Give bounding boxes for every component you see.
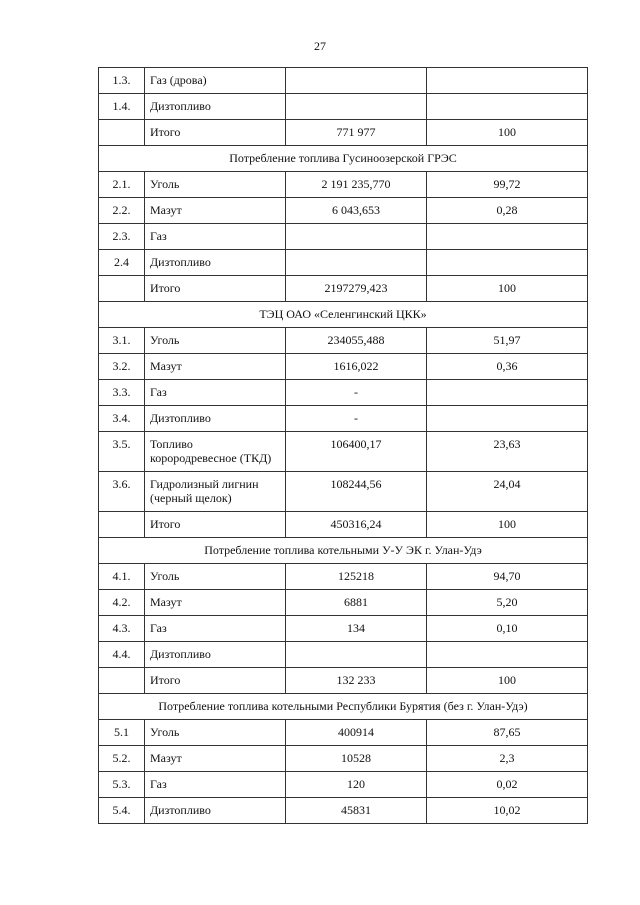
fuel-name-cell: Топливо корородревесное (ТКД) xyxy=(145,432,286,472)
table-row xyxy=(99,276,588,302)
table-row xyxy=(99,94,588,120)
section-title: Потребление топлива котельными Республики Бурятия (без г. Улан-Удэ) xyxy=(99,694,588,720)
percent-share-cell: 100 xyxy=(427,120,588,146)
section-title: Потребление топлива Гусиноозерской ГРЭС xyxy=(99,146,588,172)
table-row xyxy=(99,746,588,772)
fuel-name-cell: Газ xyxy=(145,224,286,250)
row-number-cell: 3.1. xyxy=(99,328,145,354)
row-number-cell: 2.4 xyxy=(99,250,145,276)
percent-share-cell: 0,36 xyxy=(427,354,588,380)
row-number-cell: 2.3. xyxy=(99,224,145,250)
percent-share-cell: 0,28 xyxy=(427,198,588,224)
percent-share-cell xyxy=(427,406,588,432)
table-row xyxy=(99,172,588,198)
consumption-value-cell: 6881 xyxy=(286,590,427,616)
page-number: 27 xyxy=(314,39,326,53)
percent-share-cell: 100 xyxy=(427,276,588,302)
consumption-value-cell: 2 191 235,770 xyxy=(286,172,427,198)
fuel-name-cell: Газ xyxy=(145,616,286,642)
percent-share-cell: 2,3 xyxy=(427,746,588,772)
consumption-value-cell: 45831 xyxy=(286,798,427,824)
percent-share-cell: 10,02 xyxy=(427,798,588,824)
row-number-cell: 3.2. xyxy=(99,354,145,380)
consumption-value-cell xyxy=(286,250,427,276)
fuel-name-cell: Уголь xyxy=(145,720,286,746)
consumption-value-cell xyxy=(286,94,427,120)
consumption-value-cell: 120 xyxy=(286,772,427,798)
table-row xyxy=(99,798,588,824)
percent-share-cell: 87,65 xyxy=(427,720,588,746)
table-row xyxy=(99,68,588,94)
row-number-cell: 5.3. xyxy=(99,772,145,798)
consumption-value-cell: 6 043,653 xyxy=(286,198,427,224)
percent-share-cell: 0,10 xyxy=(427,616,588,642)
consumption-value-cell: 1616,022 xyxy=(286,354,427,380)
fuel-name-cell: Уголь xyxy=(145,564,286,590)
row-number-cell xyxy=(99,668,145,694)
section-header-row xyxy=(99,694,588,720)
table-row xyxy=(99,720,588,746)
consumption-value-cell: - xyxy=(286,406,427,432)
fuel-name-cell: Газ xyxy=(145,380,286,406)
fuel-name-cell: Итого xyxy=(145,512,286,538)
percent-share-cell xyxy=(427,94,588,120)
consumption-value-cell: 450316,24 xyxy=(286,512,427,538)
percent-share-cell: 23,63 xyxy=(427,432,588,472)
section-header-row xyxy=(99,538,588,564)
row-number-cell: 4.1. xyxy=(99,564,145,590)
consumption-value-cell xyxy=(286,224,427,250)
percent-share-cell xyxy=(427,642,588,668)
fuel-name-cell: Итого xyxy=(145,276,286,302)
table-row xyxy=(99,406,588,432)
table-row xyxy=(99,380,588,406)
fuel-name-cell: Уголь xyxy=(145,328,286,354)
fuel-name-cell: Мазут xyxy=(145,590,286,616)
fuel-name-cell: Дизтопливо xyxy=(145,798,286,824)
row-number-cell: 3.4. xyxy=(99,406,145,432)
row-number-cell: 5.4. xyxy=(99,798,145,824)
fuel-name-cell: Дизтопливо xyxy=(145,406,286,432)
section-title: ТЭЦ ОАО «Селенгинский ЦКК» xyxy=(99,302,588,328)
table-row xyxy=(99,772,588,798)
consumption-value-cell: 234055,488 xyxy=(286,328,427,354)
row-number-cell xyxy=(99,120,145,146)
percent-share-cell: 99,72 xyxy=(427,172,588,198)
row-number-cell: 2.1. xyxy=(99,172,145,198)
row-number-cell: 1.3. xyxy=(99,68,145,94)
consumption-value-cell: 771 977 xyxy=(286,120,427,146)
table-row xyxy=(99,590,588,616)
consumption-value-cell: 134 xyxy=(286,616,427,642)
percent-share-cell: 5,20 xyxy=(427,590,588,616)
row-number-cell: 1.4. xyxy=(99,94,145,120)
table-row xyxy=(99,432,588,472)
row-number-cell xyxy=(99,512,145,538)
consumption-value-cell: - xyxy=(286,380,427,406)
fuel-name-cell: Дизтопливо xyxy=(145,94,286,120)
percent-share-cell: 100 xyxy=(427,668,588,694)
fuel-name-cell: Уголь xyxy=(145,172,286,198)
table-row xyxy=(99,616,588,642)
fuel-name-cell: Мазут xyxy=(145,198,286,224)
table-row xyxy=(99,512,588,538)
row-number-cell: 5.1 xyxy=(99,720,145,746)
consumption-value-cell: 106400,17 xyxy=(286,432,427,472)
percent-share-cell xyxy=(427,68,588,94)
consumption-value-cell xyxy=(286,68,427,94)
consumption-value-cell xyxy=(286,642,427,668)
table-row xyxy=(99,472,588,512)
percent-share-cell: 24,04 xyxy=(427,472,588,512)
table-row xyxy=(99,198,588,224)
fuel-name-cell: Мазут xyxy=(145,746,286,772)
fuel-name-cell: Газ (дрова) xyxy=(145,68,286,94)
row-number-cell: 3.5. xyxy=(99,432,145,472)
percent-share-cell xyxy=(427,224,588,250)
table-row xyxy=(99,250,588,276)
fuel-name-cell: Дизтопливо xyxy=(145,250,286,276)
table-body xyxy=(99,68,588,824)
section-header-row xyxy=(99,146,588,172)
fuel-name-cell: Гидролизный лигнин (черный щелок) xyxy=(145,472,286,512)
percent-share-cell: 51,97 xyxy=(427,328,588,354)
fuel-name-cell: Итого xyxy=(145,120,286,146)
row-number-cell: 4.4. xyxy=(99,642,145,668)
table-row xyxy=(99,642,588,668)
row-number-cell: 3.6. xyxy=(99,472,145,512)
fuel-name-cell: Мазут xyxy=(145,354,286,380)
percent-share-cell: 100 xyxy=(427,512,588,538)
section-title: Потребление топлива котельными У-У ЭК г. Улан-Удэ xyxy=(99,538,588,564)
table-row xyxy=(99,354,588,380)
fuel-name-cell: Дизтопливо xyxy=(145,642,286,668)
fuel-name-cell: Газ xyxy=(145,772,286,798)
consumption-value-cell: 10528 xyxy=(286,746,427,772)
table-row xyxy=(99,328,588,354)
table-row xyxy=(99,564,588,590)
row-number-cell: 3.3. xyxy=(99,380,145,406)
consumption-value-cell: 132 233 xyxy=(286,668,427,694)
row-number-cell: 2.2. xyxy=(99,198,145,224)
section-header-row xyxy=(99,302,588,328)
row-number-cell xyxy=(99,276,145,302)
table-row xyxy=(99,668,588,694)
row-number-cell: 4.3. xyxy=(99,616,145,642)
table-row xyxy=(99,224,588,250)
fuel-name-cell: Итого xyxy=(145,668,286,694)
consumption-value-cell: 108244,56 xyxy=(286,472,427,512)
row-number-cell: 4.2. xyxy=(99,590,145,616)
percent-share-cell: 0,02 xyxy=(427,772,588,798)
consumption-value-cell: 2197279,423 xyxy=(286,276,427,302)
percent-share-cell xyxy=(427,380,588,406)
consumption-value-cell: 125218 xyxy=(286,564,427,590)
row-number-cell: 5.2. xyxy=(99,746,145,772)
percent-share-cell: 94,70 xyxy=(427,564,588,590)
consumption-value-cell: 400914 xyxy=(286,720,427,746)
percent-share-cell xyxy=(427,250,588,276)
fuel-consumption-table xyxy=(98,67,588,824)
table-row xyxy=(99,120,588,146)
